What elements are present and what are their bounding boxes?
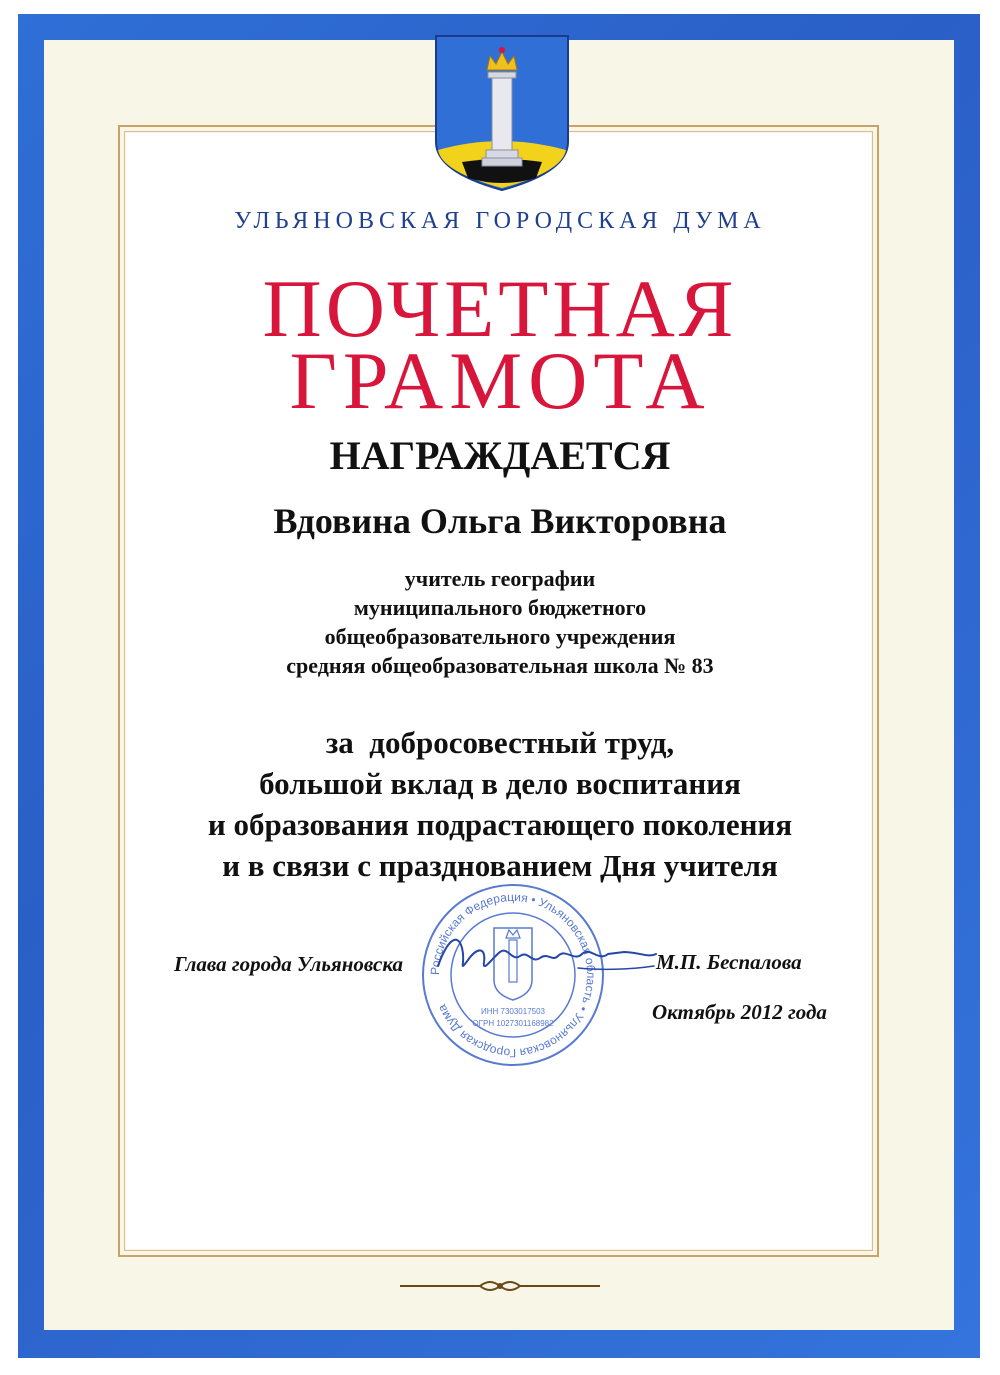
seal-ogrn: ОГРН 1027301168982 xyxy=(472,1019,554,1028)
reason-line: за добросовестный труд, xyxy=(325,725,675,760)
issue-date: Октябрь 2012 года xyxy=(652,1000,827,1024)
reason-line: большой вклад в дело воспитания xyxy=(259,766,741,801)
issuer-name: УЛЬЯНОВСКАЯ ГОРОДСКАЯ ДУМА xyxy=(234,208,766,234)
recipient-position xyxy=(0,564,1000,680)
reason-line: и образования подрастающего поколения xyxy=(207,807,793,842)
position-line: средняя общеобразовательная школа № 83 xyxy=(286,653,714,678)
award-reason xyxy=(0,722,1000,886)
handwritten-signature xyxy=(428,918,658,988)
recipient-name: Вдовина Ольга Викторовна xyxy=(273,501,727,541)
signatory-title: Глава города Ульяновска xyxy=(174,952,403,976)
signatory-name: М.П. Беспалова xyxy=(656,950,802,974)
title-line-2: ГРАМОТА xyxy=(289,335,711,426)
position-line: муниципального бюджетного xyxy=(353,595,647,620)
seal-inn: ИНН 7303017503 xyxy=(480,1007,546,1016)
ornament-divider-icon xyxy=(400,1276,600,1296)
coat-of-arms-icon xyxy=(432,32,572,192)
reason-line: и в связи с празднованием Дня учителя xyxy=(222,848,778,883)
title-line-1: ПОЧЕТНАЯ xyxy=(262,263,738,354)
position-line: общеобразовательного учреждения xyxy=(324,624,676,649)
seal-ring-text: Российская Федерация • Ульяновская область • Ульяновская Городская Дума xyxy=(427,889,599,1061)
awarded-heading: НАГРАЖДАЕТСЯ xyxy=(329,433,671,478)
position-line: учитель географии xyxy=(404,566,596,591)
